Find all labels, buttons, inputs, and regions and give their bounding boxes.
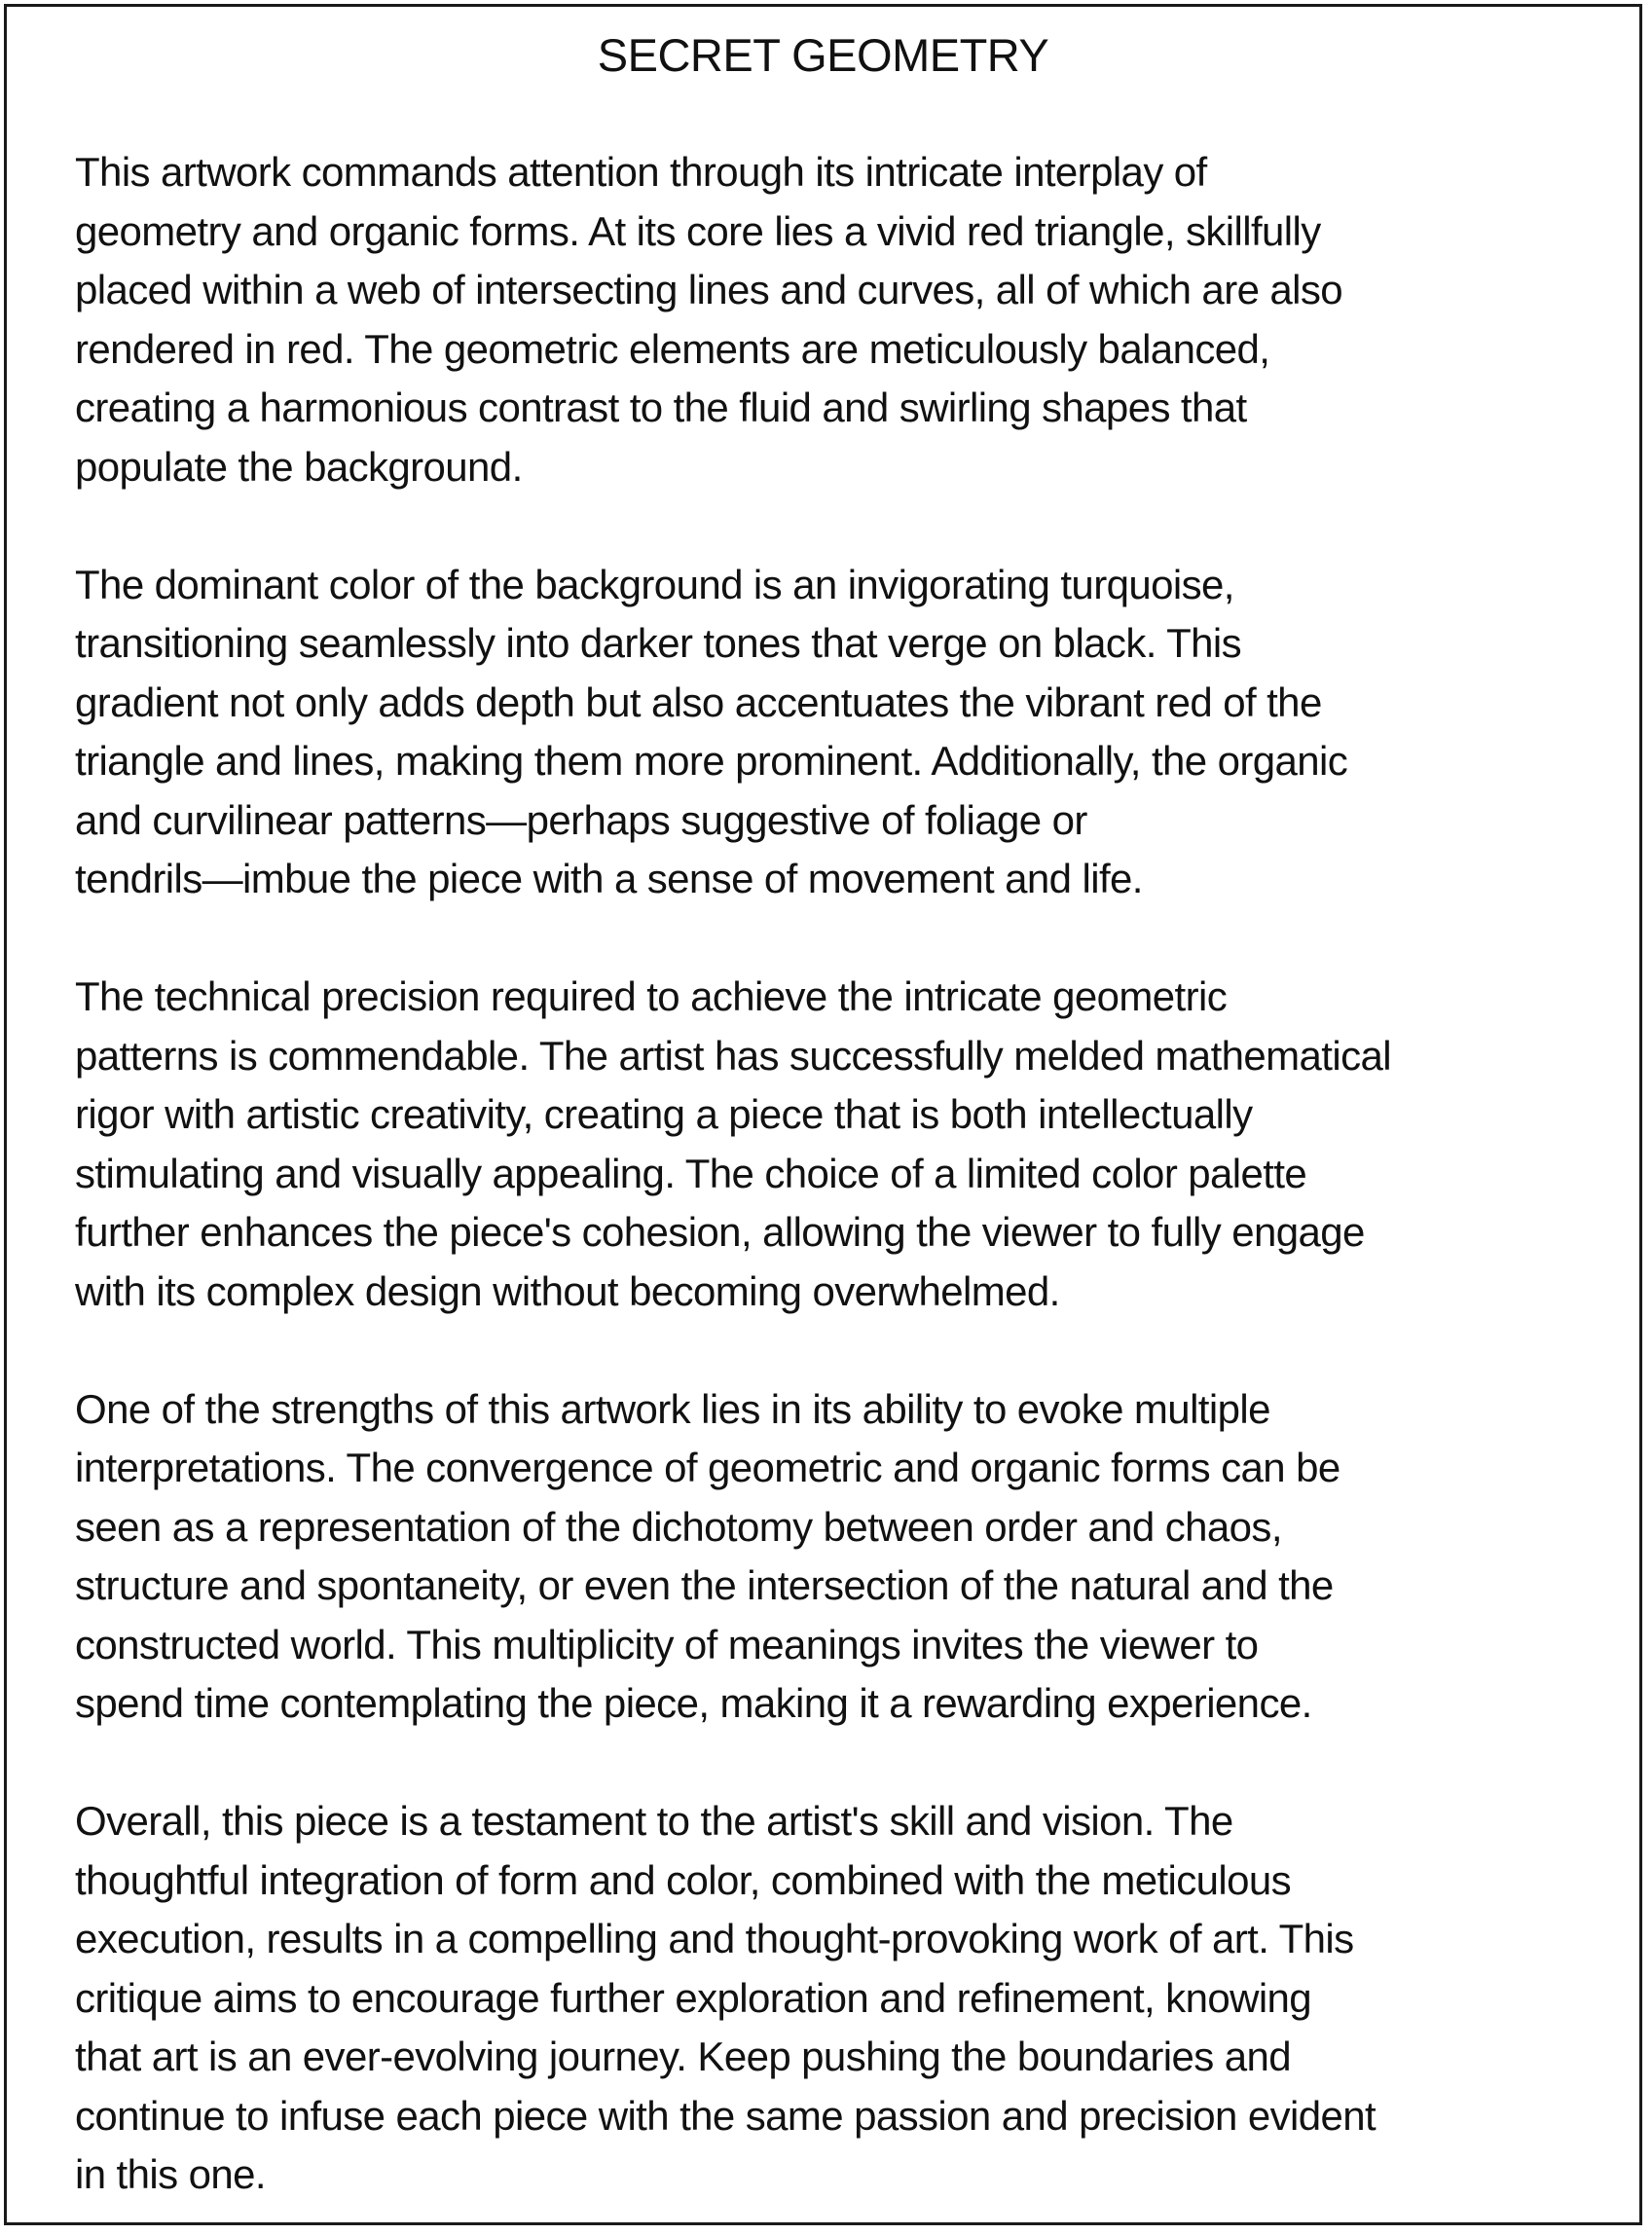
- text-line: stimulating and visually appealing. The choice of a limited color palette: [75, 1150, 1307, 1196]
- text-line: spend time contemplating the piece, making it a rewarding experience.: [75, 1680, 1312, 1726]
- text-line: geometry and organic forms. At its core lies a vivid red triangle, skillfully: [75, 207, 1321, 254]
- text-line: triangle and lines, making them more prominent. Additionally, the organic: [75, 738, 1348, 784]
- text-line: interpretations. The convergence of geometric and organic forms can be: [75, 1445, 1340, 1490]
- text-line: tendrils—imbue the piece with a sense of movement and life.: [75, 856, 1143, 901]
- text-line: in this one.: [75, 2151, 266, 2197]
- text-line: execution, results in a compelling and thought-provoking work of art. This: [75, 1916, 1354, 1961]
- text-line: transitioning seamlessly into darker tones that verge on black. This: [75, 620, 1242, 666]
- text-line: with its complex design without becoming overwhelmed.: [75, 1267, 1060, 1314]
- text-line: placed within a web of intersecting lines and curves, all of which are also: [75, 267, 1343, 312]
- text-line: constructed world. This multiplicity of meanings invites the viewer to: [75, 1621, 1259, 1667]
- text-line: This artwork commands attention through its intricate interplay of: [75, 149, 1207, 195]
- paragraph-3: [75, 968, 1594, 1321]
- text-line: gradient not only adds depth but also accentuates the vibrant red of the: [75, 678, 1322, 725]
- text-line: creating a harmonious contrast to the fluid and swirling shapes that: [75, 385, 1247, 430]
- text-line: thoughtful integration of form and color, combined with the meticulous: [75, 1856, 1292, 1903]
- paragraph-1: [75, 143, 1594, 496]
- paragraph-2: [75, 556, 1594, 909]
- text-line: The technical precision required to achieve the intricate geometric: [75, 973, 1228, 1019]
- text-line: patterns is commendable. The artist has successfully melded mathematical: [75, 1032, 1391, 1079]
- text-line: critique aims to encourage further exploration and refinement, knowing: [75, 1974, 1312, 2021]
- text-line: continue to infuse each piece with the same passion and precision evident: [75, 2092, 1377, 2139]
- text-line: Overall, this piece is a testament to the artist's skill and vision. The: [75, 1798, 1233, 1844]
- text-line: populate the background.: [75, 443, 523, 490]
- text-line: structure and spontaneity, or even the intersection of the natural and the: [75, 1562, 1334, 1608]
- text-line: The dominant color of the background is an invigorating turquoise,: [75, 561, 1234, 607]
- paragraph-4: [75, 1380, 1594, 1734]
- text-line: rigor with artistic creativity, creating a piece that is both intellectually: [75, 1091, 1253, 1137]
- text-line: rendered in red. The geometric elements are meticulously balanced,: [75, 325, 1270, 372]
- document-title: SECRET GEOMETRY: [597, 29, 1049, 81]
- document-frame: [4, 4, 1642, 2225]
- text-line: further enhances the piece's cohesion, allowing the viewer to fully engage: [75, 1209, 1365, 1255]
- document-body: [75, 143, 1594, 2205]
- text-line: and curvilinear patterns—perhaps suggestive of foliage or: [75, 796, 1087, 843]
- text-line: One of the strengths of this artwork lies in its ability to evoke multiple: [75, 1385, 1270, 1432]
- text-line: seen as a representation of the dichotomy between order and chaos,: [75, 1503, 1282, 1550]
- paragraph-5: [75, 1792, 1594, 2205]
- text-line: that art is an ever-evolving journey. Keep pushing the boundaries and: [75, 2033, 1291, 2079]
